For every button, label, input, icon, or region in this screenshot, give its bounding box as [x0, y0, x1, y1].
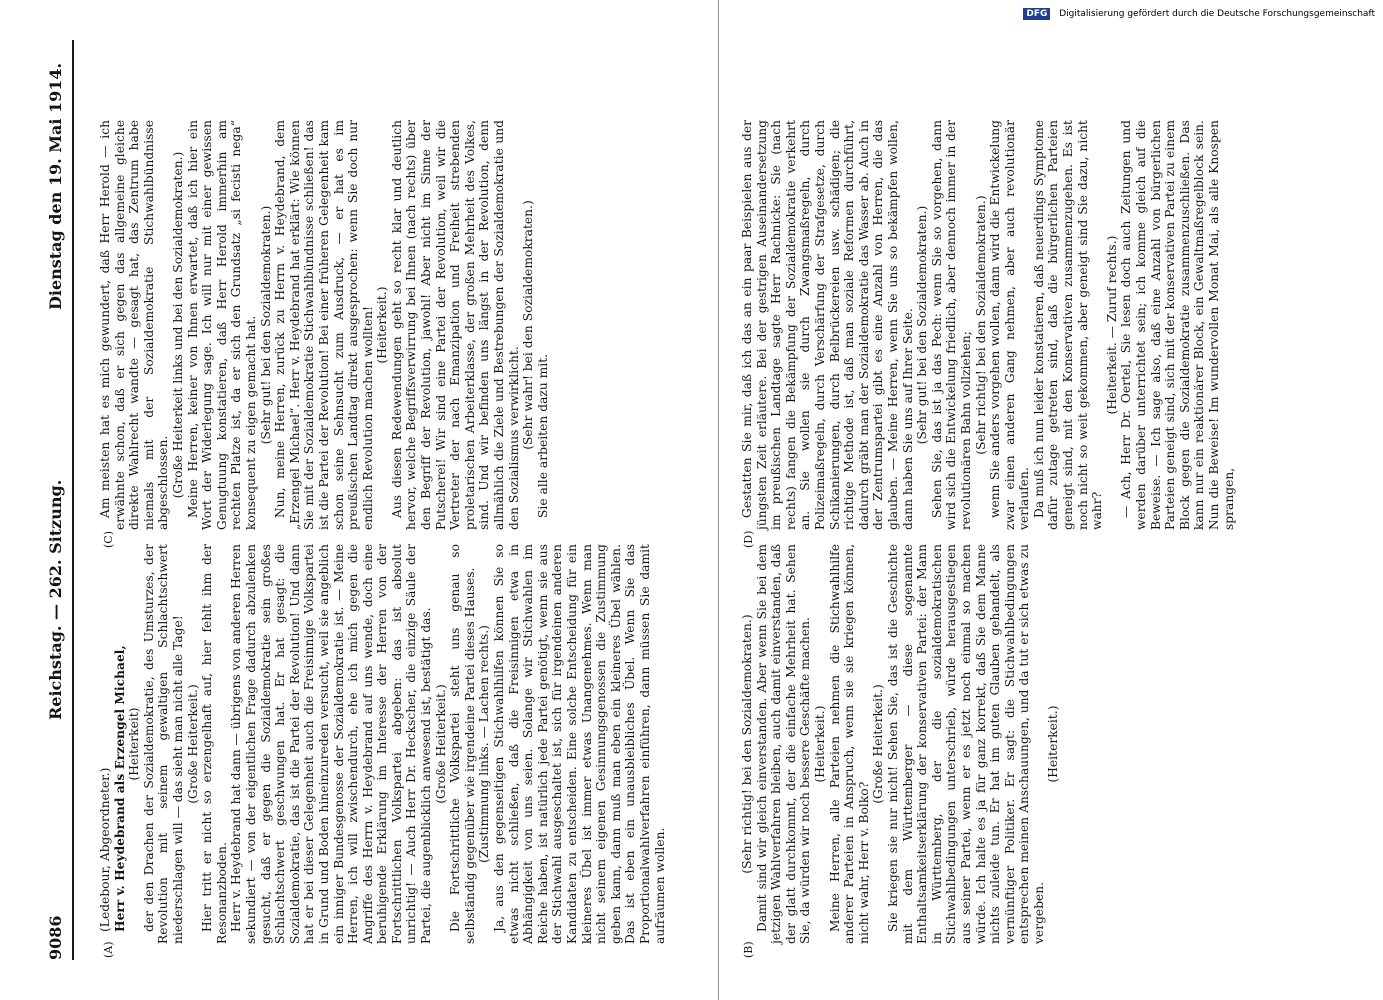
paragraph: Aus diesen Redewendungen geht so recht klar und deutlich hervor, welche Begriffsverwirrung bei Ihnen (nach rechts) über den Begriff der Revolution, jawohl! Aber nicht im Sinne der Putscherei! Wir sind eine Partei der Revolution, weil wir die Vertreter der nach Emanzipation und Freiheit strebenden proletarischen Arbeiterklasse, der großen Mehrheit des Volkes, sind. Und wir befinden uns längst in der Revolution, denn allmählich die Ziele und Bestrebungen der Sozialdemokratie und den Sozialismus verwirklicht.: [389, 120, 521, 530]
column-lower-right: [740, 120, 1236, 530]
interjection: (Große Heiterkeit.): [433, 684, 448, 804]
paragraph: Herr v. Heydebrand hat dann — übrigens von anderen Herren sekundiert — von der eigentlichen Frage dadurch abzulenken gesucht, daß er gegen die Sozialdemokratie sein großes Schlachtschwert geschwungen hat. Er hat gesagt: die Sozialdemokratie, das ist die Partei der Revolution! Und dann hat er bei dieser Gelegenheit auch die Freisinnige Volkspartei in Grund und Boden hineinzureden versucht, weil sie angeblich ein inniger Bundesgenosse der Sozialdemokratie ist. — Meine Herren, ich will zwischendurch, ehe ich mich gegen die Angriffe des Herrn v. Heydebrand auf uns wende, doch eine beruhigende Erklärung im Interesse der Herren von der Fortschrittlichen Volkspartei abgeben: das ist absolut unrichtig! — Auch Herr Dr. Heckscher, die einzige Säule der Partei, die augenblicklich anwesend ist, bestätigt das.: [229, 544, 434, 944]
interjection: (Heiterkeit.): [1046, 705, 1061, 783]
margin-marker-b: (B): [742, 941, 755, 958]
interjection: (Sehr richtig! bei den Sozialdemokraten.): [740, 614, 754, 874]
interjection: (Sehr gut! bei den Sozialdemokraten.): [915, 205, 930, 445]
column-left: [98, 544, 667, 944]
paragraph: Da muß ich nun leider konstatieren, daß neuerdings Symptome dafür zutage getreten sind, daß die bürgerlichen Parteien geneigt sind, mit den Konservativen zusammenzugehen. Es ist noch nicht so weit gekommen, aber geneigt sind Sie dazu, nicht wahr?: [1031, 120, 1105, 530]
interjection: (Sehr wahr! bei den Sozialdemokraten.): [521, 200, 536, 450]
interjection: (Große Heiterkeit links und bei den Sozialdemokraten.): [170, 151, 185, 499]
paragraph: Die Fortschrittliche Volkspartei steht uns genau so selbständig gegenüber wie irgendeine Partei dieses Hauses.: [448, 544, 477, 944]
interjection: (Sehr richtig! bei den Sozialdemokraten.): [973, 195, 988, 455]
paragraph: Meine Herren, alle Parteien nehmen die Stichwahlhilfe anderer Parteien in Anspruch, wenn sie sie kriegen können, nicht wahr, Herr v. Bolko?: [827, 544, 871, 944]
paragraph: Am meisten hat es mich gewundert, daß Herr Herold — ich erwähnte schon, daß er sich gegen das allgemeine gleiche direkte Wahlrecht wandte — gesagt hat, das Zentrum habe niemals mit der Sozialdemokratie Stichwahlbündnisse abgeschlossen.: [98, 120, 171, 530]
margin-marker-d: (D): [742, 530, 755, 548]
interjection: (Heiterkeit.): [375, 286, 390, 364]
interjection: (Große Heiterkeit.): [185, 684, 200, 804]
paragraph: Gestatten Sie mir, daß ich das an ein paar Beispielen aus der jüngsten Zeit erläutere. Bei der gestrigen Auseinandersetzung im preußischen Landtage sagte Herr Rachnicke: Sie (nach rechts) fangen die Bekämpfung der Sozialdemokratie verkehrt an. Sie wollen sie durch Zwangsmaßregeln, durch Polizeimaßregeln, durch Verschärfung der Strafgesetze, durch Schikanierungen, durch Belbrückereien usw. schädigen; die richtige Methode ist, daß man soziale Reformen durchführt, dadurch gräbt man der Sozialdemokratie das Wasser ab. Auch in der Zentrumspartei gibt es eine Anzahl von Herren, die das glauben. — Meine Herren, wenn Sie uns so bekämpfen wollen, dann haben Sie uns auf Ihrer Seite.: [740, 120, 915, 530]
paragraph: — Ach, Herr Dr. Oertel, Sie lesen doch auch Zeitungen und werden darüber unterrichtet sein; ich komme gleich auf die Beweise. — Ich sage also, daß eine Anzahl von bürgerlichen Parteien geneigt sind, sich mit der konservativen Partei zu einem Block gegen die Sozialdemokratie zusammenzuschließen. Das kann nur ein reaktionärer Block, ein Gewaltmaßregelblock sein. Nun die Beweise! Im wundervollen Monat Mai, als alle Knospen sprangen,: [1119, 120, 1236, 530]
paragraph: Herr v. Heydebrand als Erzengel Michael,: [112, 645, 127, 932]
speaker-note: (Ledebour, Abgeordneter.): [98, 767, 112, 932]
dfg-logo: DFG: [1023, 8, 1050, 20]
page-title: Reichstag. — 262. Sitzung.: [46, 479, 65, 720]
page-date: Dienstag den 19. Mai 1914.: [46, 62, 65, 310]
paragraph: Sie alle arbeiten dazu mit.: [535, 353, 550, 518]
funding-credit: [1023, 8, 1375, 20]
interjection: (Zustimmung links. — Lachen rechts.): [477, 625, 492, 863]
margin-marker-a: (A): [102, 941, 115, 958]
interjection: (Heiterkeit): [127, 707, 142, 781]
interjection: (Große Heiterkeit.): [871, 684, 886, 804]
column-lower-left: [740, 544, 1061, 944]
paragraph: Damit sind wir gleich einverstanden. Aber wenn Sie bei dem jetzigen Wahlverfahren bleiben, auch damit einverstanden, daß der glatt durchkommt, der die einfache Mehrheit hat. Sehen Sie, da würden wir noch bessere Geschäfte machen.: [754, 544, 813, 944]
paragraph: Sehen Sie, das ist ja das Pech: wenn Sie so vorgehen, dann wird sich die Entwickelung friedlich, aber dennoch immer in der revolutionären Bahn vollziehen;: [929, 120, 973, 530]
paragraph: Nun, meine Herren, zurück zu Herrn v. Heydebrand, dem „Erzengel Michael“. Herr v. Heydebrand hat erklärt: Wie können Sie mit der Sozialdemokratie Stichwahlbündnisse schließen! das ist die Partei der Revolution! Bei einer früheren Gelegenheit kam schon seine Sehnsucht zum Ausdruck, — er hat es im preußischen Landtag direkt ausgesprochen: wenn Sie doch nur endlich Revolution machen wollten!: [273, 120, 375, 530]
paragraph: Hier tritt er nicht so erzengelhaft auf, hier fehlt ihm der Resonanzboden.: [200, 544, 229, 944]
margin-marker-c: (C): [102, 531, 115, 548]
paragraph: Sie kriegen sie nur nicht! Sehen Sie, das ist die Geschichte mit dem Württemberger — diese sogenannte Enthaltsamkeitserklärung der konservativen Partei: der Mann in Württemberg, der die sozialdemokratischen Stichwahlbedingungen unterschrieb, würde herausgestiegen aus seiner Partei, wenn er es jetzt noch einmal so machen würde. Ich halte es ja für ganz korrekt, daß Sie dem Manne nichts zuleide tun. Er hat im guten Glauben gehandelt, als vernünftiger Politiker. Er sagt: die Stichwahlbedingungen entsprechen meinen Anschauungen, und da tut er sich etwas zu vergeben.: [885, 544, 1046, 944]
paragraph: Meine Herren, keiner von Ihnen erwartet, daß ich hier ein Wort der Widerlegung sage. Ich will nur mit einer gewissen Genugtuung konstatieren, daß Herr Herold immerhin am rechten Platze ist, da er sich den Grundsatz „si fecisti nega“ konsequent zu eigen gemacht hat.: [185, 120, 258, 530]
page-number: 9086: [46, 915, 65, 960]
interjection: (Heiterkeit.): [812, 705, 827, 783]
paragraph: der den Drachen der Sozialdemokratie, des Umsturzes, der Revolution mit seinem gewaltigen Schlachtschwert niederschlagen will — das sieht man nicht alle Tage!: [141, 544, 185, 944]
section-divider: [718, 0, 719, 1000]
paragraph: Ja, aus den gegenseitigen Stichwahlhilfen können Sie so etwas nicht schließen, daß die Freisinnigen etwa in Abhängigkeit von uns seien. Solange wir Stichwahlen im Reiche haben, ist natürlich jede Partei genötigt, wenn sie aus der Stichwahl ausgeschaltet ist, sich für irgendeinen anderen Kandidaten zu entscheiden. Eine solche Entscheidung für ein kleineres Übel ist immer etwas Unangenehmes. Wenn man nicht seinem eigenen Gesinnungsgenossen die Zustimmung geben kann, dann muß man eben ein kleineres Übel wählen. Das ist eben ein unausbleibliches Übel. Wenn Sie das Proportionalwahlverfahren einführen, dann müssen Sie damit aufräumen wollen.: [492, 544, 667, 944]
paragraph: wenn Sie anders vorgehen wollen, dann wird die Entwickelung zwar einen anderen Gang nehmen, aber auch revolutionär verlaufen.: [988, 120, 1032, 530]
interjection: (Sehr gut! bei den Sozialdemokraten.): [258, 205, 273, 445]
credit-text: Digitalisierung gefördert durch die Deutsche Forschungsgemeinschaft: [1059, 9, 1375, 19]
interjection: (Heiterkeit. — Zuruf rechts.): [1104, 235, 1119, 415]
header-rule: [72, 40, 74, 960]
column-right: [98, 120, 550, 530]
